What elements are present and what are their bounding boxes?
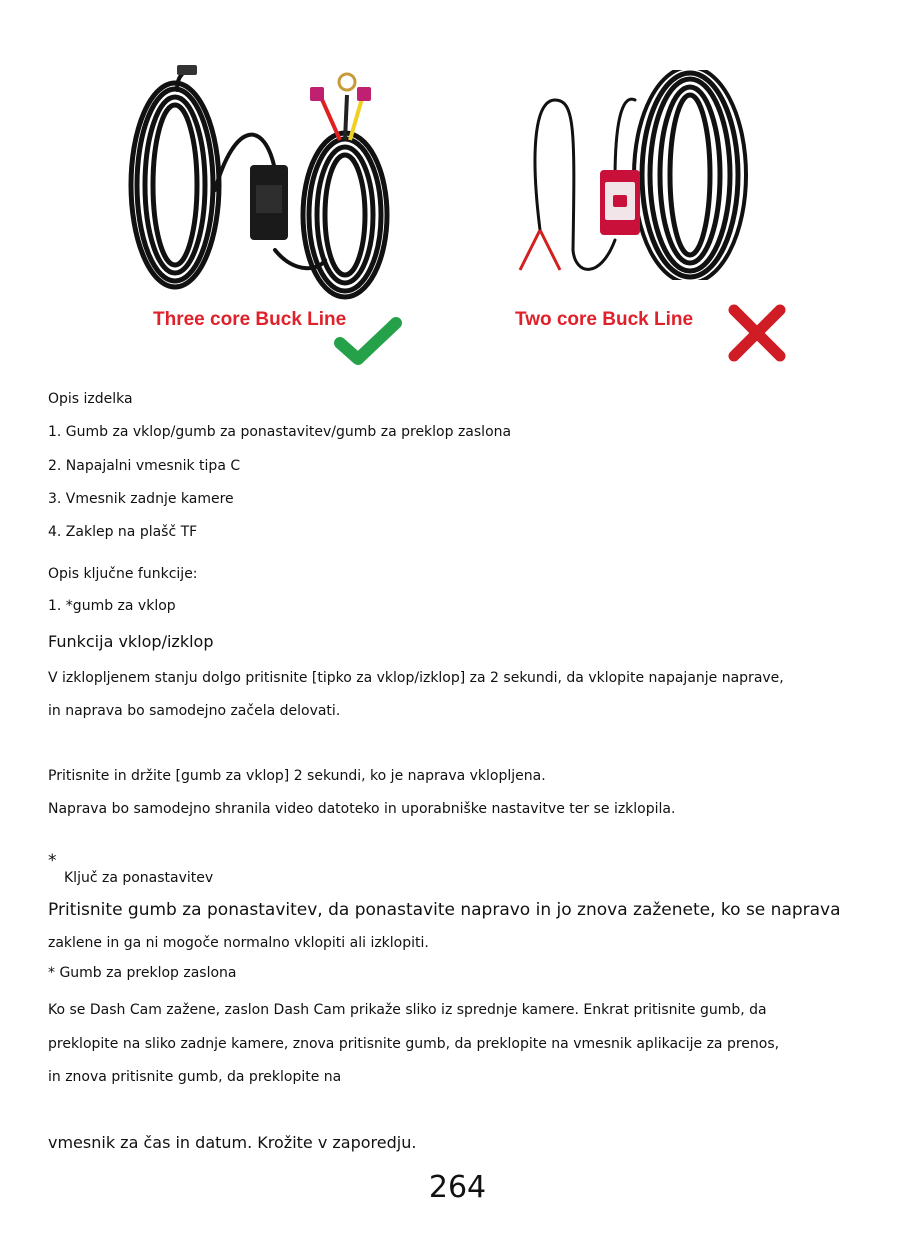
screen-switch-line-3: in znova pritisnite gumb, da preklopite na xyxy=(48,1069,342,1085)
two-core-cable-image xyxy=(505,70,755,280)
screen-switch-title: * Gumb za preklop zaslona xyxy=(48,965,237,981)
check-icon xyxy=(334,315,404,367)
list-item: 3. Vmesnik zadnje kamere xyxy=(48,491,234,507)
three-core-caption: Three core Buck Line xyxy=(153,309,347,330)
list-item: 2. Napajalni vmesnik tipa C xyxy=(48,458,241,474)
screen-switch-line-1: Ko se Dash Cam zažene, zaslon Dash Cam prikaže sliko iz sprednje kamere. Enkrat pritisnite gumb, da xyxy=(48,1002,767,1018)
power-paragraph-2-line-2: Naprava bo samodejno shranila video datoteko in uporabniške nastavitve ter se izklopila. xyxy=(48,801,676,817)
two-core-caption: Two core Buck Line xyxy=(515,309,694,330)
power-button-title: 1. *gumb za vklop xyxy=(48,598,176,614)
power-function-heading: Funkcija vklop/izklop xyxy=(48,632,214,651)
cross-icon xyxy=(726,304,788,362)
reset-line-2: zaklene in ga ni mogoče normalno vklopiti ali izklopiti. xyxy=(48,935,429,951)
reset-asterisk: * xyxy=(48,851,57,871)
list-item: 4. Zaklep na plašč TF xyxy=(48,524,198,540)
screen-switch-line-4: vmesnik za čas in datum. Krožite v zaporedju. xyxy=(48,1133,417,1152)
reset-line-1: Pritisnite gumb za ponastavitev, da ponastavite napravo in jo znova zaženete, ko se naprava xyxy=(48,900,841,920)
list-item: 1. Gumb za vklop/gumb za ponastavitev/gumb za preklop zaslona xyxy=(48,424,512,440)
section-title-functions: Opis ključne funkcije: xyxy=(48,566,198,582)
power-paragraph-1-line-1: V izklopljenem stanju dolgo pritisnite [tipko za vklop/izklop] za 2 sekundi, da vklopite napajanje naprave, xyxy=(48,670,784,686)
power-paragraph-1-line-2: in naprava bo samodejno začela delovati. xyxy=(48,703,341,719)
reset-key-title: Ključ za ponastavitev xyxy=(64,870,214,886)
section-title-product: Opis izdelka xyxy=(48,391,133,407)
page-number: 264 xyxy=(428,1170,487,1205)
screen-switch-line-2: preklopite na sliko zadnje kamere, znova pritisnite gumb, da preklopite na vmesnik aplikacije za prenos, xyxy=(48,1036,780,1052)
power-paragraph-2-line-1: Pritisnite in držite [gumb za vklop] 2 sekundi, ko je naprava vklopljena. xyxy=(48,768,546,784)
three-core-cable-image xyxy=(125,60,425,310)
